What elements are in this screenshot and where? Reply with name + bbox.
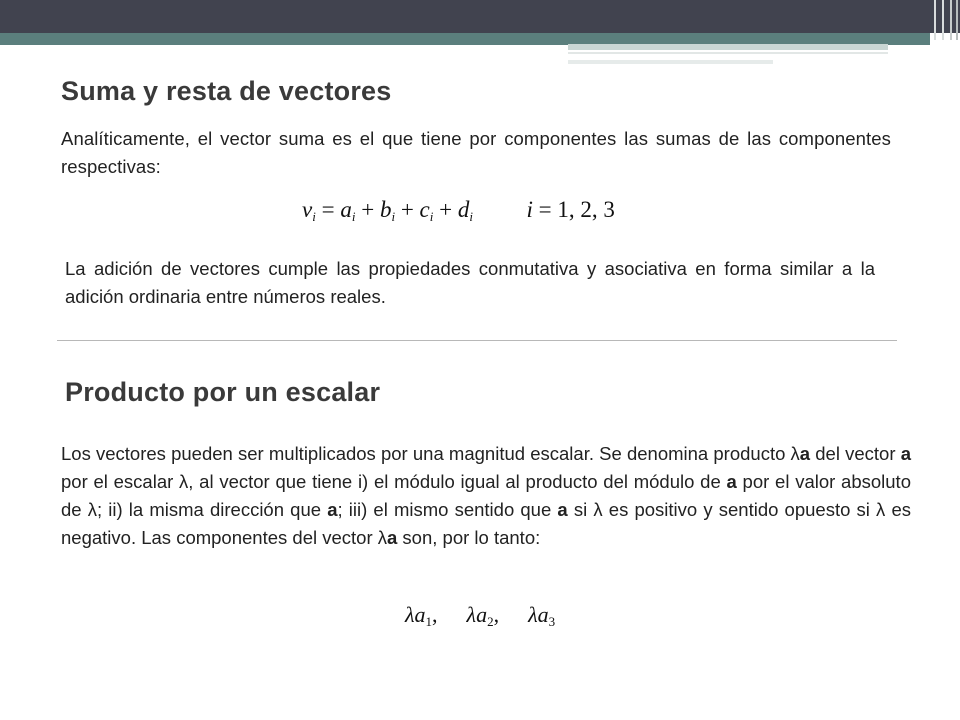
slide-accent-line	[568, 60, 773, 64]
scalar-product-paragraph: Los vectores pueden ser multiplicados por una magnitud escalar. Se denomina producto λa del vector a por el escalar λ, al vector que tiene i) el módulo igual al producto del módulo de a por el valor absoluto de λ; ii) la misma dirección que a; iii) el mismo sentido que a si λ es positivo y sentido opuesto si λ es negativo. Las componentes del vector λa son, por lo tanto:	[61, 443, 911, 548]
section-title: Suma y resta de vectores	[61, 76, 392, 106]
section-divider	[57, 340, 897, 341]
intro-paragraph: Analíticamente, el vector suma es el que tiene por componentes las sumas de las componentes respectivas:	[61, 128, 891, 177]
slide-accent-stripe	[568, 44, 888, 50]
slide-accent-line	[568, 52, 888, 54]
sum-formula: $v_i = a_i + b_i + c_i + d_i$ i = 1, 2, 3	[302, 197, 615, 224]
properties-paragraph: La adición de vectores cumple las propiedades conmutativa y asociativa en forma similar a la adición ordinaria entre números reales.	[65, 258, 875, 307]
slide-top-bar	[0, 0, 960, 33]
section-title: Producto por un escalar	[65, 377, 381, 407]
slide-edge-decoration	[930, 0, 960, 40]
scalar-components-formula: $\lambda a_1$, $\lambda a_2$, $\lambda a_3$	[405, 602, 556, 629]
